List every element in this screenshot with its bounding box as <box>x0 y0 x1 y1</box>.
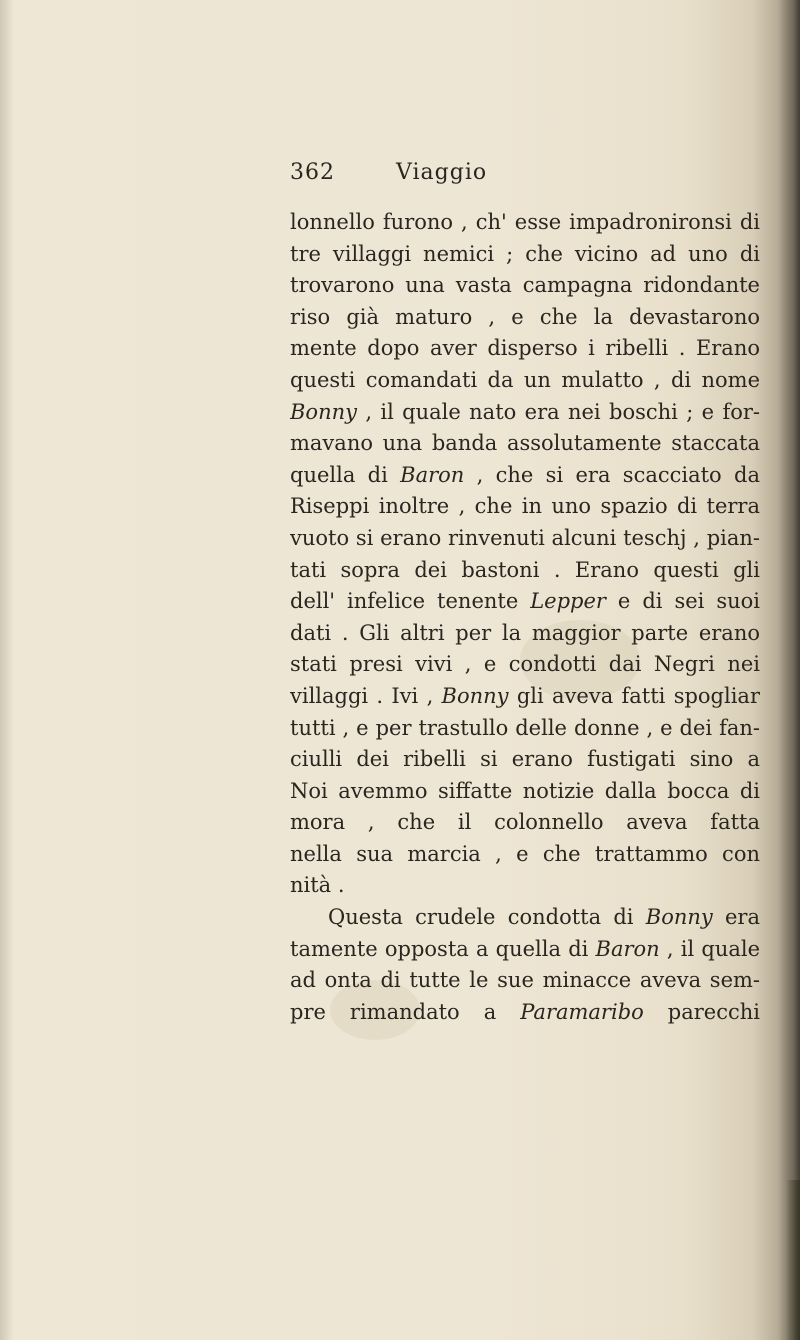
text-line: villaggi . Ivi , Bonny gli aveva fatti spogliar <box>290 683 760 708</box>
text-line: quella di Baron , che si era scacciato da <box>290 462 760 487</box>
text-line: dell' infelice tenente Lepper e di sei suoi <box>290 589 760 614</box>
text-line: mente dopo aver disperso i ribelli . Erano <box>290 336 760 361</box>
text-line: nità . <box>290 873 345 898</box>
text-line: tati sopra dei bastoni . Erano questi gli <box>290 557 760 582</box>
text-line: Noi avemmo siffatte notizie dalla bocca di <box>290 778 760 803</box>
page-header <box>290 160 690 194</box>
text-line: lonnello furono , ch' esse impadronironsi di <box>290 210 760 234</box>
page-number: 362 <box>290 160 335 185</box>
text-line: dati . Gli altri per la maggior parte erano <box>290 620 760 645</box>
text-line: stati presi vivi , e condotti dai Negri nei <box>290 652 760 677</box>
text-line: mavano una banda assolutamente staccata <box>290 431 760 456</box>
text-line: nella sua marcia , e che trattammo con <box>290 841 760 866</box>
text-line: ad onta di tutte le sue minacce aveva sem- <box>290 968 760 993</box>
text-line: tamente opposta a quella di Baron , il quale <box>290 936 760 961</box>
text-line: ciulli dei ribelli si erano fustigati sino a <box>290 747 760 772</box>
text-line: Questa crudele condotta di Bonny era <box>328 905 760 930</box>
text-line: tutti , e per trastullo delle donne , e dei fan- <box>290 715 760 740</box>
page-gutter-shadow <box>0 0 14 1340</box>
text-line: trovarono una vasta campagna ridondante <box>290 273 760 298</box>
page-edge-shadow <box>778 0 800 1340</box>
page-edge-stain <box>786 1180 800 1340</box>
text-line: vuoto si erano rinvenuti alcuni teschj , pian- <box>290 525 760 550</box>
text-line: questi comandati da un mulatto , di nome <box>290 367 760 392</box>
text-line: Bonny , il quale nato era nei boschi ; e for- <box>290 399 760 424</box>
text-line: mora , che il colonnello aveva fatta <box>290 810 760 835</box>
text-line: tre villaggi nemici ; che vicino ad uno di <box>290 241 760 266</box>
text-line: pre rimandato a Paramaribo parecchi <box>290 999 760 1024</box>
body-text <box>290 207 760 1028</box>
text-line: Riseppi inoltre , che in uno spazio di terra <box>290 494 760 519</box>
running-head: Viaggio <box>396 160 488 185</box>
text-line: riso già maturo , e che la devastarono <box>290 304 760 329</box>
